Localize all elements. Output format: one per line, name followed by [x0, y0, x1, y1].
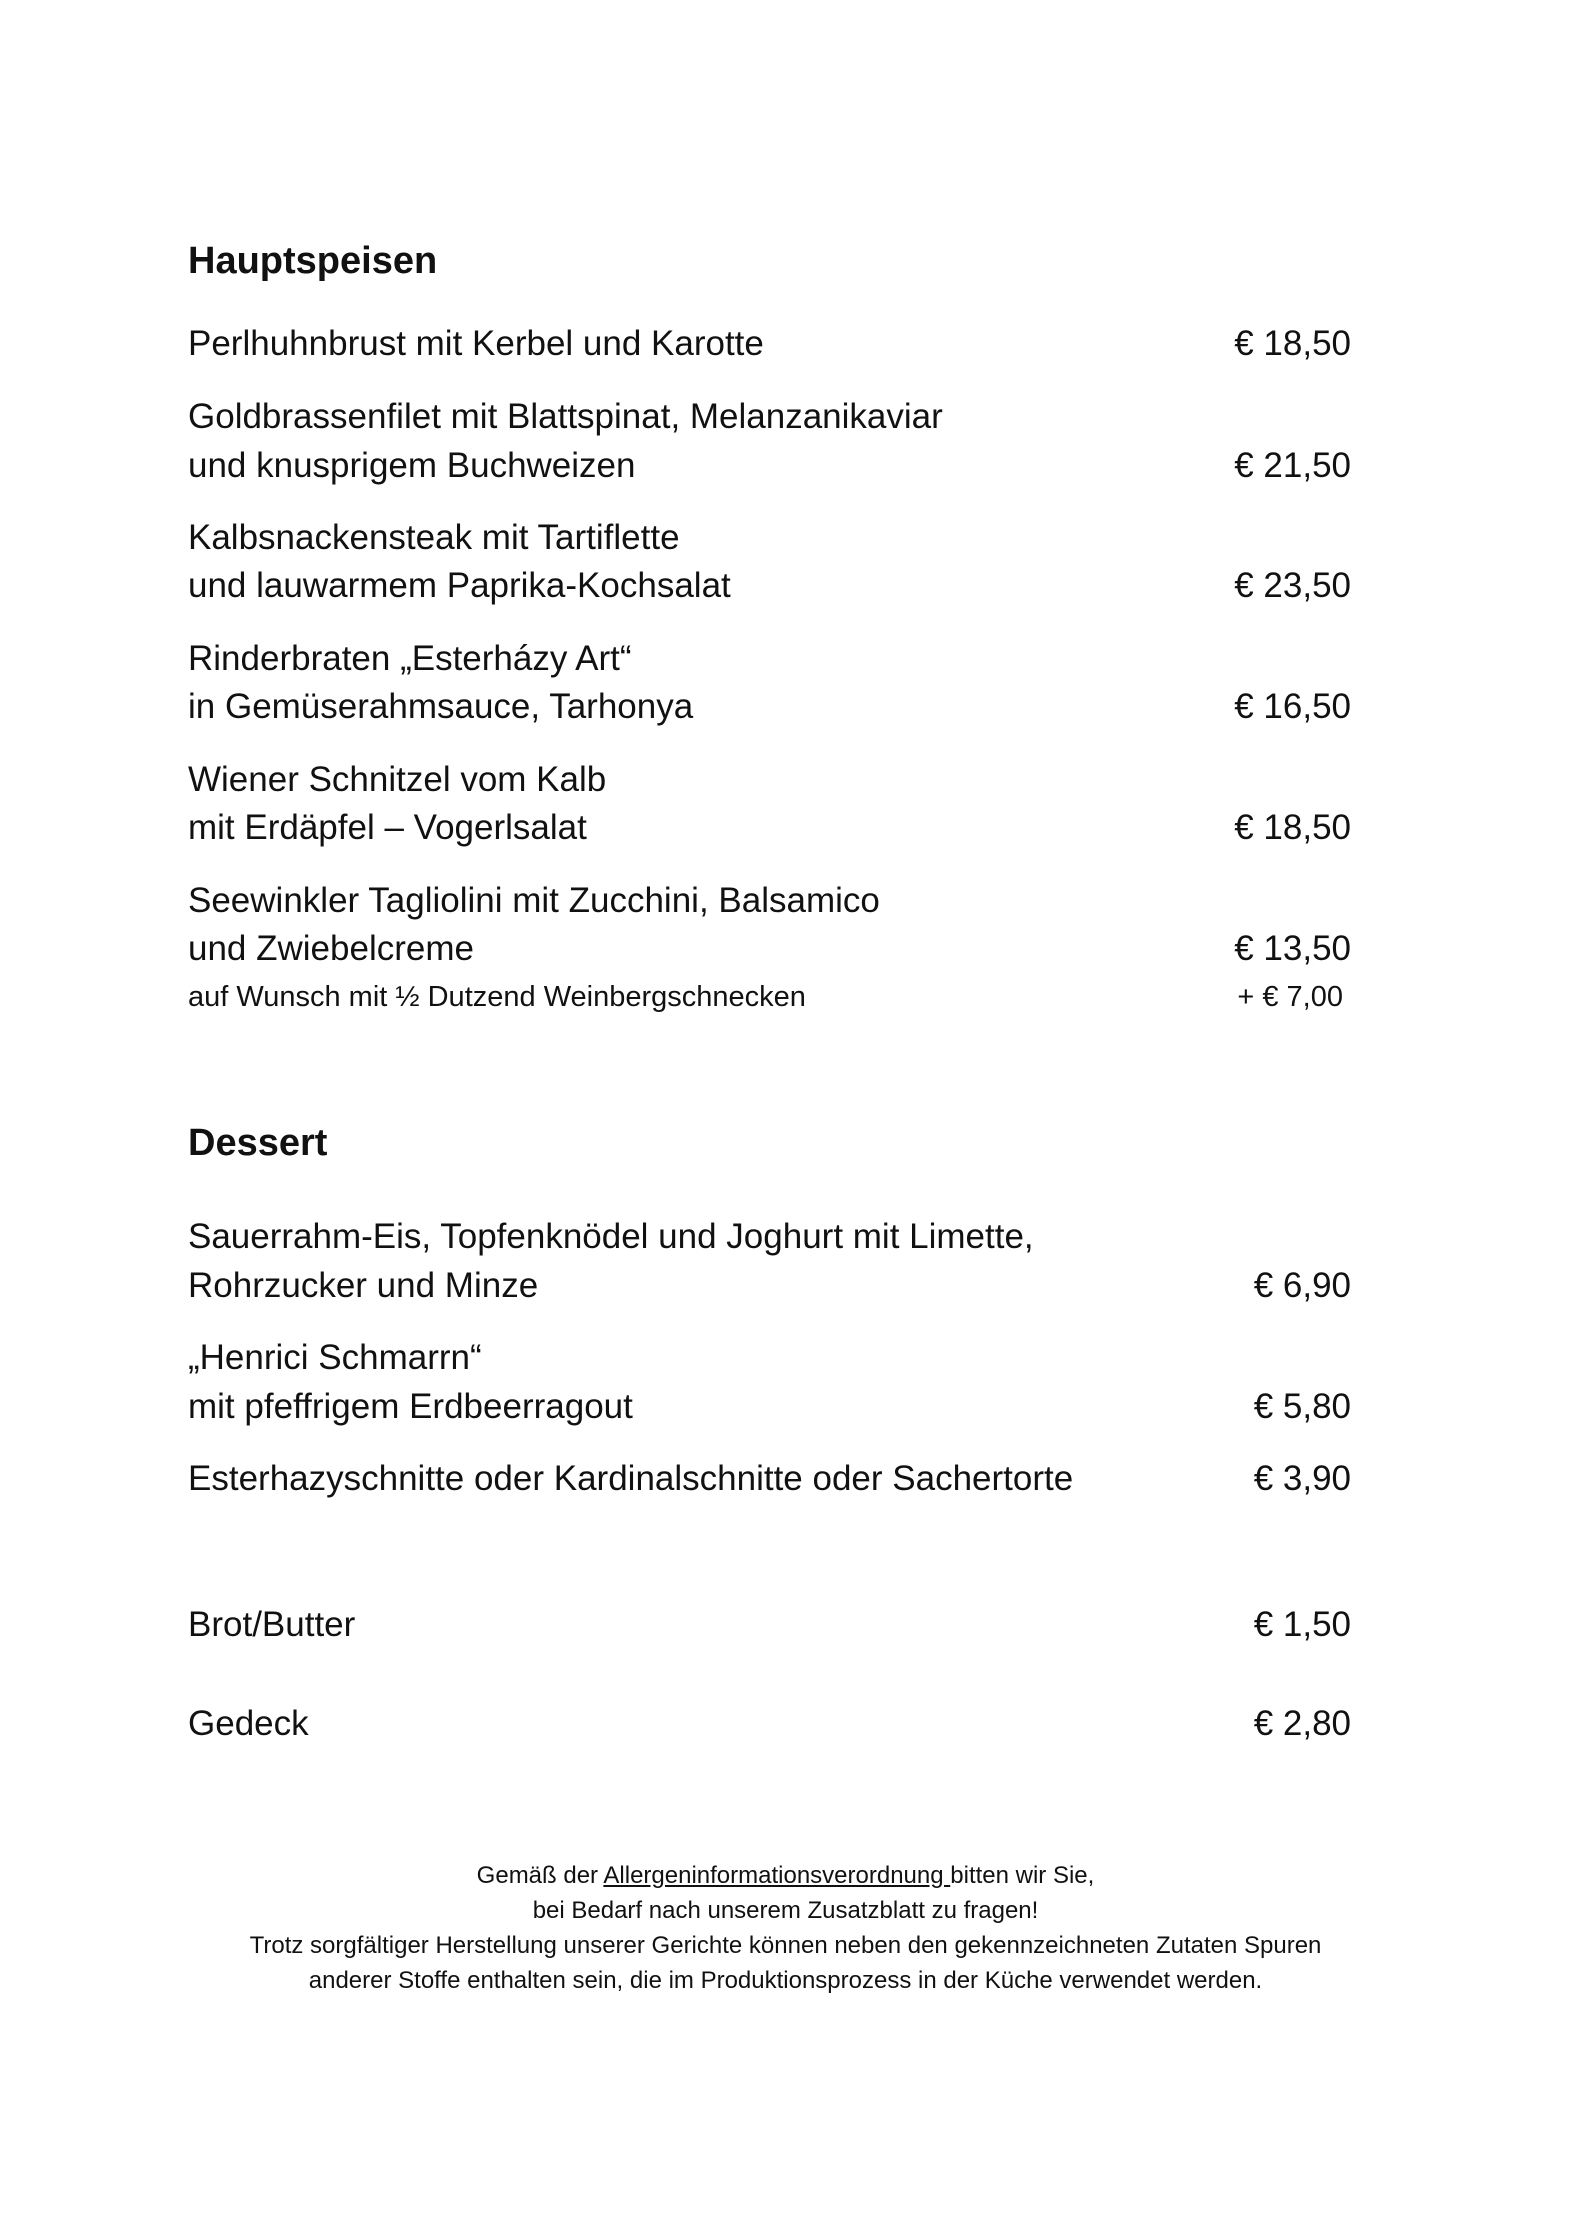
main-item-6-line-1: Seewinkler Tagliolini mit Zucchini, Balsamico — [188, 881, 880, 920]
dessert-item-3-price: € 3,90 — [1253, 1459, 1351, 1498]
dessert-item-2-line-1: „Henrici Schmarrn“ — [188, 1338, 482, 1377]
main-item-4-line-2: in Gemüserahmsauce, Tarhonya — [188, 687, 694, 726]
main-item-6-option: auf Wunsch mit ½ Dutzend Weinbergschnecken — [188, 981, 806, 1013]
main-item-2-price: € 21,50 — [1234, 446, 1351, 485]
allergen-note-line-1 — [0, 1858, 1571, 1893]
extra-bread-butter: Brot/Butter — [188, 1605, 356, 1644]
main-item-6-option-price: + € 7,00 — [1237, 981, 1343, 1013]
dessert-item-1-price: € 6,90 — [1253, 1266, 1351, 1305]
allergen-regulation-link: Allergeninformationsverordnung — [603, 1862, 951, 1889]
dessert-item-1-line-2: Rohrzucker und Minze — [188, 1266, 539, 1305]
main-item-1-price: € 18,50 — [1234, 324, 1351, 363]
section-heading-main: Hauptspeisen — [188, 240, 438, 282]
main-item-5-line-2: mit Erdäpfel – Vogerlsalat — [188, 808, 587, 847]
main-item-3-line-2: und lauwarmem Paprika-Kochsalat — [188, 566, 731, 605]
main-item-4-price: € 16,50 — [1234, 687, 1351, 726]
allergen-note-line-3: Trotz sorgfältiger Herstellung unserer Gerichte können neben den gekennzeichneten Zutaten Spuren — [249, 1932, 1322, 1959]
main-item-3-price: € 23,50 — [1234, 566, 1351, 605]
dessert-item-2-price: € 5,80 — [1253, 1387, 1351, 1426]
main-item-3-line-1: Kalbsnackensteak mit Tartiflette — [188, 518, 680, 557]
allergen-note-line-4: anderer Stoffe enthalten sein, die im Produktionsprozess in der Küche verwendet werden. — [308, 1967, 1263, 1994]
main-item-2-line-1: Goldbrassenfilet mit Blattspinat, Melanzanikaviar — [188, 397, 943, 436]
dessert-item-3-line-1: Esterhazyschnitte oder Kardinalschnitte oder Sachertorte — [188, 1459, 1074, 1498]
allergen-note-line-2: bei Bedarf nach unserem Zusatzblatt zu fragen! — [532, 1897, 1039, 1924]
extra-cover-charge: Gedeck — [188, 1704, 309, 1743]
main-item-5-line-1: Wiener Schnitzel vom Kalb — [188, 760, 607, 799]
extra-bread-butter-price: € 1,50 — [1253, 1605, 1351, 1644]
dessert-item-2-line-2: mit pfeffrigem Erdbeerragout — [188, 1387, 633, 1426]
main-item-6-line-2: und Zwiebelcreme — [188, 929, 474, 968]
main-item-1-line-1: Perlhuhnbrust mit Kerbel und Karotte — [188, 324, 764, 363]
section-heading-dessert: Dessert — [188, 1122, 328, 1164]
main-item-2-line-2: und knusprigem Buchweizen — [188, 446, 636, 485]
main-item-4-line-1: Rinderbraten „Esterházy Art“ — [188, 639, 632, 678]
dessert-item-1-line-1: Sauerrahm-Eis, Topfenknödel und Joghurt mit Limette, — [188, 1217, 1034, 1256]
extra-cover-charge-price: € 2,80 — [1253, 1704, 1351, 1743]
main-item-5-price: € 18,50 — [1234, 808, 1351, 847]
allergen-note-prefix: Gemäß der — [476, 1862, 604, 1889]
allergen-note-suffix: bitten wir Sie, — [950, 1862, 1095, 1889]
main-item-6-price: € 13,50 — [1234, 929, 1351, 968]
